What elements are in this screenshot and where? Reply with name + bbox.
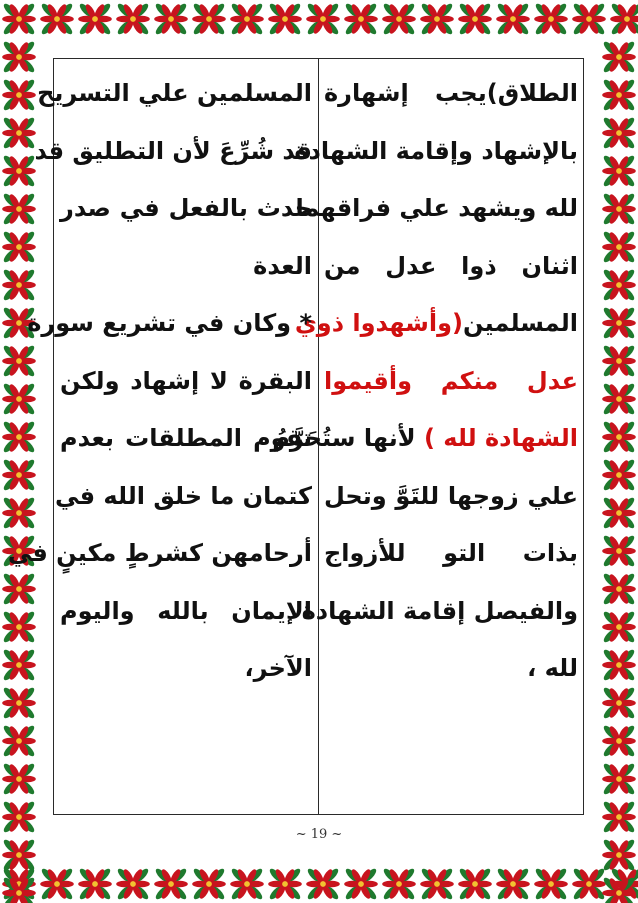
quran-quote: الشهادة لله ) — [423, 424, 578, 452]
poinsettia-border-left — [0, 38, 38, 865]
text-line: والفيصل إقامة الشهادة — [301, 596, 578, 625]
text-line: اثنان ذوا عدل من — [324, 251, 578, 280]
text-line: العدة — [253, 251, 312, 280]
text-line: الطلاق)يجب إشهارة — [324, 79, 578, 107]
text-segment: المسلمين — [462, 309, 578, 337]
quran-quote-line: عدل منكم وأقيموا — [324, 366, 578, 395]
text-line: لله ، — [527, 654, 578, 682]
poinsettia-border-right — [600, 38, 638, 865]
text-line — [272, 410, 578, 468]
text-line: بذات التو للأزواج — [324, 539, 578, 567]
text-line: تقوم المطلقات بعدم — [60, 424, 312, 452]
text-segment: لأنها ستُحَرَّمُ — [272, 424, 424, 452]
text-line: علي زوجها للتَوَّ وتحل — [324, 481, 578, 510]
left-column — [7, 65, 312, 698]
text-line: البقرة لا إشهاد ولكن — [60, 366, 312, 395]
text-frame — [7, 58, 584, 815]
text-line — [294, 295, 578, 353]
text-line: حدث بالفعل في صدر — [60, 194, 312, 222]
text-line: الآخر، — [244, 654, 312, 682]
text-line: لله ويشهد علي فراقهما — [295, 194, 578, 222]
poinsettia-border-bottom — [0, 865, 638, 903]
poinsettia-border-top — [0, 0, 638, 38]
poinsettia-pattern — [0, 865, 638, 903]
text-line: المسلمين علي التسريح — [37, 79, 312, 107]
poinsettia-pattern — [600, 38, 638, 865]
page-number: ~ 19 ~ — [295, 827, 343, 842]
poinsettia-pattern — [0, 38, 38, 865]
text-line: * وكان في تشريع سورة — [27, 309, 312, 337]
text-line: أرحامهن كشرطٍ مكينٍ في — [7, 539, 312, 567]
text-line: كتمان ما خلق الله في — [55, 481, 312, 510]
quran-quote: (وأشهدوا ذوي — [294, 309, 463, 337]
poinsettia-pattern — [0, 0, 638, 38]
text-line: بالإشهاد وإقامة الشهادة — [294, 136, 578, 165]
text-line: قد شُرِّعَ لأن التطليق قد — [34, 136, 312, 165]
text-line: الإيمان بالله واليوم — [60, 596, 312, 625]
